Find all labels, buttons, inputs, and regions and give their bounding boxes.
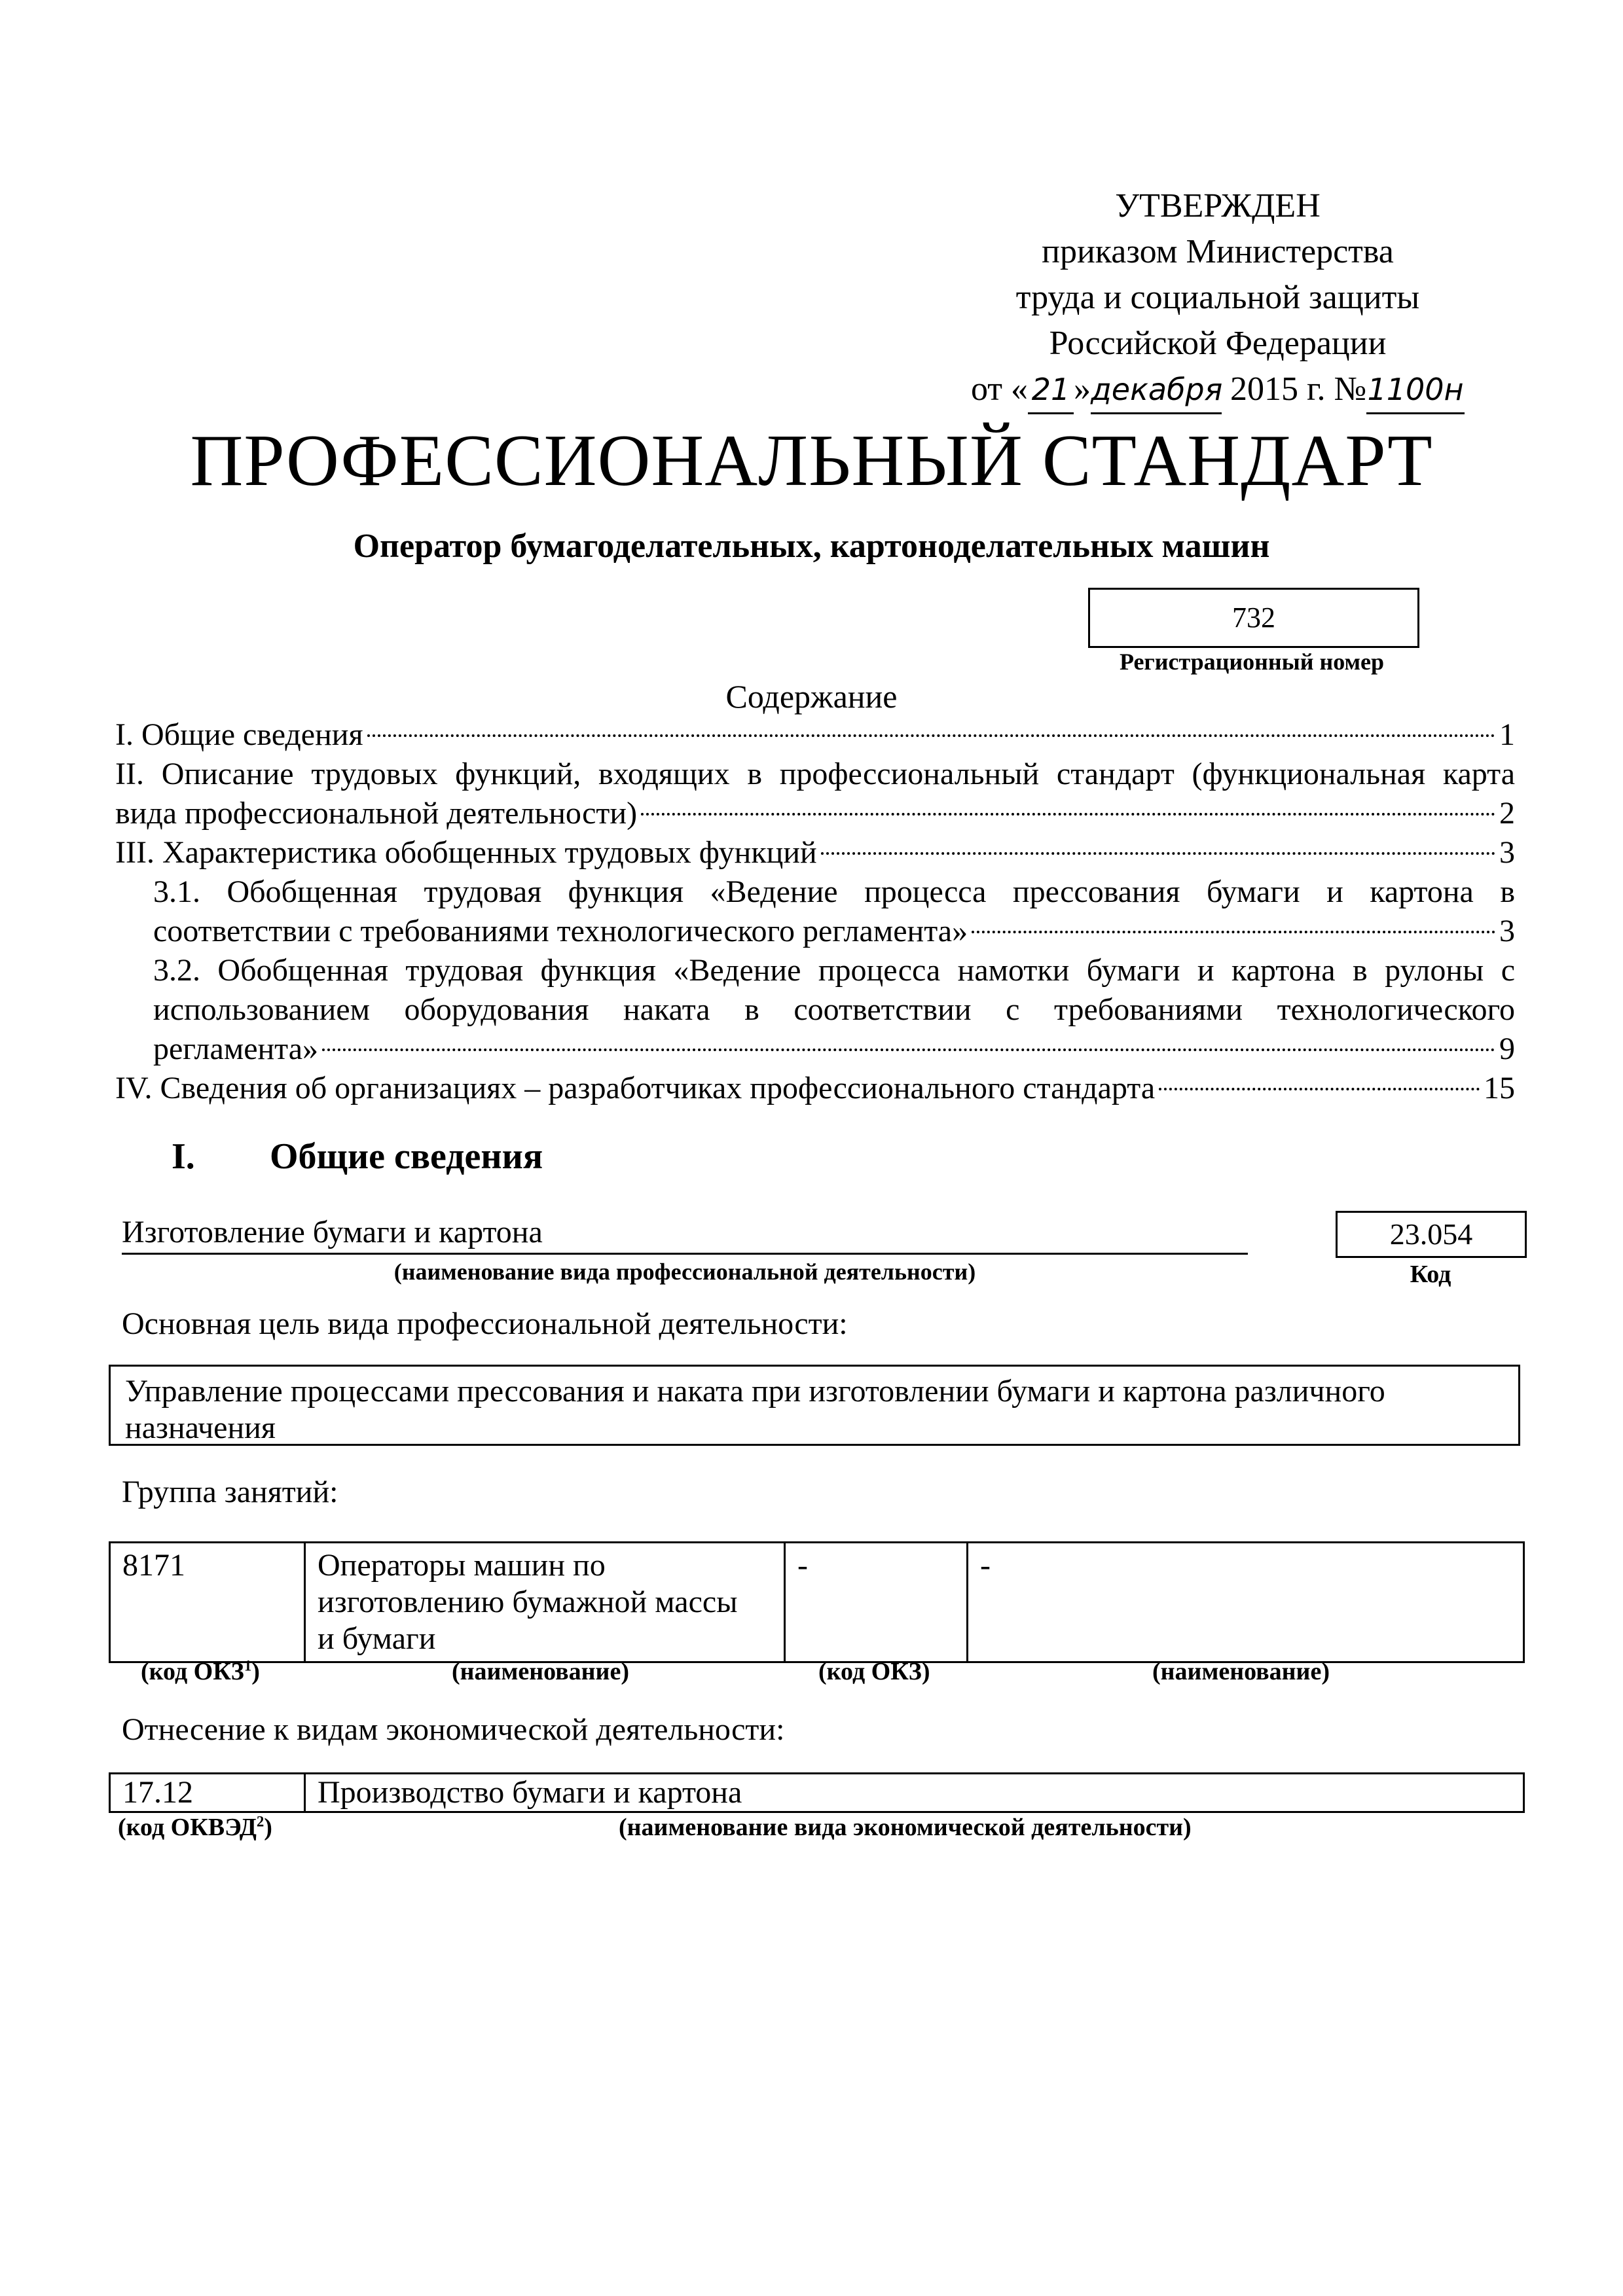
- toc-item-label: III. Характеристика обобщенных трудовых функций: [115, 835, 817, 870]
- approval-heading: УТВЕРЖДЕН: [1115, 187, 1321, 224]
- toc-item-label: II. Описание трудовых функций, входящих в профессиональный стандарт (функциональная карта: [115, 757, 1515, 791]
- date-prefix: от «: [970, 370, 1028, 408]
- toc-heading: Содержание: [725, 678, 898, 715]
- activity-code-box: 23.054: [1336, 1211, 1527, 1258]
- okz-code-1: 8171: [110, 1543, 305, 1662]
- toc-leader: [972, 931, 1495, 933]
- okz-name-line: и бумаги: [318, 1621, 436, 1656]
- toc-item[interactable]: [115, 1069, 1515, 1108]
- toc-page: 1: [1499, 717, 1515, 752]
- okz-name-2: -: [968, 1543, 1524, 1662]
- toc-item[interactable]: [115, 755, 1515, 833]
- toc-item-label: соответствии с требованиями технологического регламента»: [153, 914, 968, 948]
- approval-block: [949, 183, 1486, 414]
- approval-date-line: [949, 367, 1486, 414]
- registration-number-box: 732: [1088, 588, 1419, 648]
- toc-item-label: I. Общие сведения: [115, 717, 363, 752]
- okved-code: 17.12: [110, 1774, 305, 1812]
- econ-activity-table: [109, 1772, 1525, 1813]
- toc-leader: [322, 1049, 1495, 1051]
- handwritten-month: декабря: [1091, 367, 1222, 414]
- table-row: [110, 1543, 1524, 1662]
- toc-leader: [367, 734, 1495, 737]
- toc-item-label: 3.2. Обобщенная трудовая функция «Ведение процесса намотки бумаги и картона в рулоны с: [153, 953, 1515, 988]
- caption-name: (наименование): [452, 1658, 629, 1685]
- okz-name-line: Операторы машин по: [318, 1548, 606, 1583]
- toc-item[interactable]: [115, 715, 1515, 755]
- caption-okz-code-2: (код ОКЗ): [818, 1658, 930, 1685]
- toc-page: 3: [1499, 914, 1515, 948]
- group-label: Группа занятий:: [122, 1475, 338, 1509]
- toc-item-label: вида профессиональной деятельности): [115, 796, 638, 831]
- econ-label: Отнесение к видам экономической деятельности:: [122, 1712, 785, 1747]
- table-row: [110, 1774, 1524, 1812]
- toc-page: 15: [1484, 1071, 1515, 1105]
- page-title: ПРОФЕССИОНАЛЬНЫЙ СТАНДАРТ: [190, 420, 1433, 501]
- section-heading: [172, 1136, 543, 1177]
- okz-name-line: изготовлению бумажной массы: [318, 1585, 738, 1619]
- table-of-contents: [115, 715, 1515, 1108]
- okz-name-1: [305, 1543, 785, 1662]
- toc-page: 3: [1499, 835, 1515, 870]
- toc-page: 9: [1499, 1031, 1515, 1066]
- section-number: I.: [172, 1136, 195, 1177]
- toc-leader: [1159, 1088, 1480, 1090]
- toc-item-label: 3.1. Обобщенная трудовая функция «Ведение процесса прессования бумаги и картона в: [153, 874, 1515, 909]
- goal-box: [109, 1365, 1520, 1446]
- toc-leader: [821, 852, 1495, 855]
- page-subtitle: Оператор бумагоделательных, картоноделательных машин: [353, 528, 1270, 565]
- occupation-group-table: [109, 1541, 1525, 1663]
- caption-okved-code: (код ОКВЭД$^2$): [118, 1813, 272, 1841]
- goal-text-line: Управление процессами прессования и наката при изготовлении бумаги и картона различного: [125, 1374, 1385, 1408]
- approval-line-4: Российской Федерации: [1049, 325, 1387, 362]
- order-year: 2015 г. №: [1230, 370, 1367, 408]
- activity-code-caption: Код: [1410, 1261, 1451, 1288]
- date-mid: »: [1073, 370, 1091, 408]
- handwritten-order-number: 1100н: [1366, 367, 1465, 414]
- registration-caption: Регистрационный номер: [1119, 649, 1385, 675]
- caption-name-2: (наименование): [1152, 1658, 1330, 1685]
- toc-item-label: IV. Сведения об организациях – разработчиках профессионального стандарта: [115, 1071, 1156, 1105]
- toc-item[interactable]: [115, 833, 1515, 872]
- okved-name: Производство бумаги и картона: [305, 1774, 1524, 1812]
- activity-caption: (наименование вида профессиональной деятельности): [393, 1259, 976, 1285]
- toc-item-label: регламента»: [153, 1031, 319, 1066]
- handwritten-day: 21: [1028, 367, 1074, 414]
- toc-item[interactable]: [115, 872, 1515, 951]
- toc-leader: [641, 813, 1495, 816]
- okz-code-2: -: [785, 1543, 968, 1662]
- goal-text-line: назначения: [125, 1410, 276, 1445]
- caption-okz-code: (код ОКЗ$^1$): [141, 1657, 260, 1685]
- toc-item-label: использованием оборудования наката в соответствии с требованиями технологического: [153, 992, 1515, 1027]
- approval-line-2: приказом Министерства: [1042, 233, 1394, 270]
- approval-line-3: труда и социальной защиты: [1015, 279, 1420, 316]
- toc-item[interactable]: [115, 951, 1515, 1069]
- activity-name: Изготовление бумаги и картона: [122, 1214, 1248, 1255]
- toc-page: 2: [1499, 796, 1515, 831]
- section-title: Общие сведения: [270, 1136, 543, 1177]
- goal-label: Основная цель вида профессиональной деятельности:: [122, 1306, 848, 1341]
- caption-okved-name: (наименование вида экономической деятельности): [619, 1814, 1192, 1841]
